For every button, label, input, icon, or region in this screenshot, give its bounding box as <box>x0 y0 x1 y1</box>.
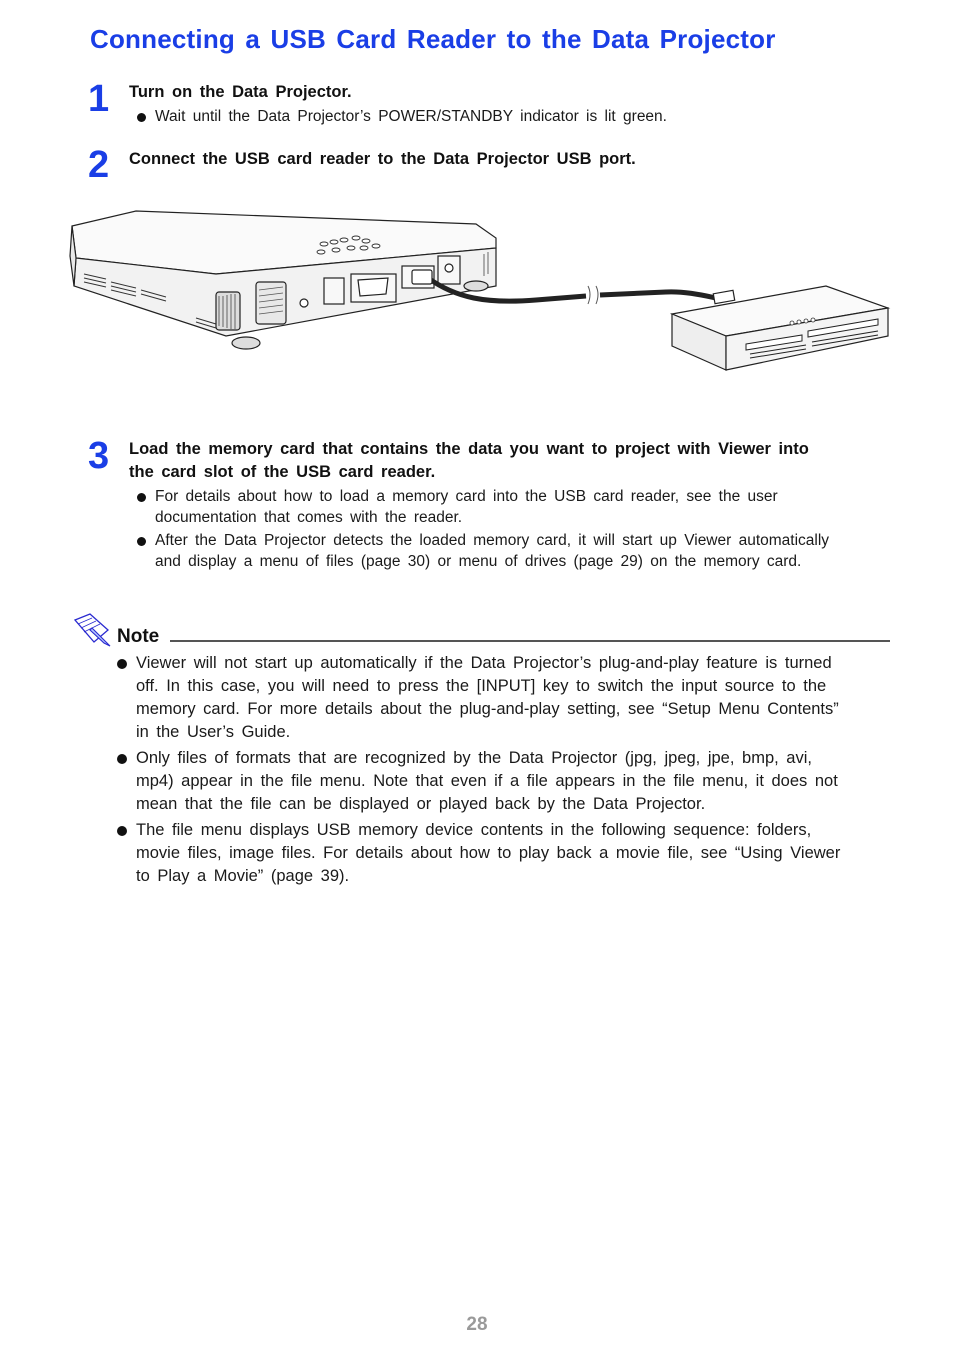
list-item: For details about how to load a memory card into the USB card reader, see the user documentation that comes with the reader. <box>137 487 852 528</box>
step-3-number: 3 <box>88 435 110 477</box>
projector-usb-card-reader-illustration <box>66 186 896 386</box>
note-header <box>72 612 890 652</box>
bullet-dot-icon <box>117 659 127 669</box>
list-item: After the Data Projector detects the loaded memory card, it will start up Viewer automatically and display a menu of files (page 30) or menu of drives (page 29) on the memory card. <box>137 531 852 572</box>
note-divider <box>170 640 890 642</box>
step-1-bullets <box>137 107 852 131</box>
bullet-dot-icon <box>117 754 127 764</box>
bullet-dot-icon <box>137 537 146 546</box>
step-2-title: Connect the USB card reader to the Data Projector USB port. <box>129 150 636 168</box>
list-item: Wait until the Data Projector’s POWER/STANDBY indicator is lit green. <box>137 107 852 128</box>
step-3-bullets <box>137 487 852 575</box>
note-list <box>117 652 857 891</box>
step-1-number: 1 <box>88 78 110 120</box>
bullet-dot-icon <box>117 826 127 836</box>
bullet-dot-icon <box>137 493 146 502</box>
page-title: Connecting a USB Card Reader to the Data Projector <box>90 24 776 54</box>
card-reader-drawing <box>672 286 888 370</box>
note-label: Note <box>117 626 160 647</box>
step-1-title: Turn on the Data Projector. <box>129 83 352 101</box>
step-3-title: Load the memory card that contains the data you want to project with Viewer into the card slot of the USB card reader. <box>129 440 809 481</box>
list-item: Only files of formats that are recognized by the Data Projector (jpg, jpeg, jpe, bmp, avi, mp4) appear in the file menu. Note that even if a file appears in the file menu, it does not mean that the file can be displayed or played back by the Data Projector. <box>117 747 857 816</box>
note-pencil-icon <box>72 612 112 648</box>
list-item: Viewer will not start up automatically if the Data Projector’s plug-and-play feature is turned off. In this case, you will need to press the [INPUT] key to switch the input source to the memory card. For more details about the plug-and-play setting, see “Setup Menu Contents” in the User’s Guide. <box>117 652 857 744</box>
list-item: The file menu displays USB memory device contents in the following sequence: folders, movie files, image files. For details about how to play back a movie file, see “Using Viewer to Play a Movie” (page 39). <box>117 819 857 888</box>
bullet-dot-icon <box>137 113 146 122</box>
step-2-number: 2 <box>88 144 110 186</box>
page-number: 28 <box>466 1314 488 1335</box>
